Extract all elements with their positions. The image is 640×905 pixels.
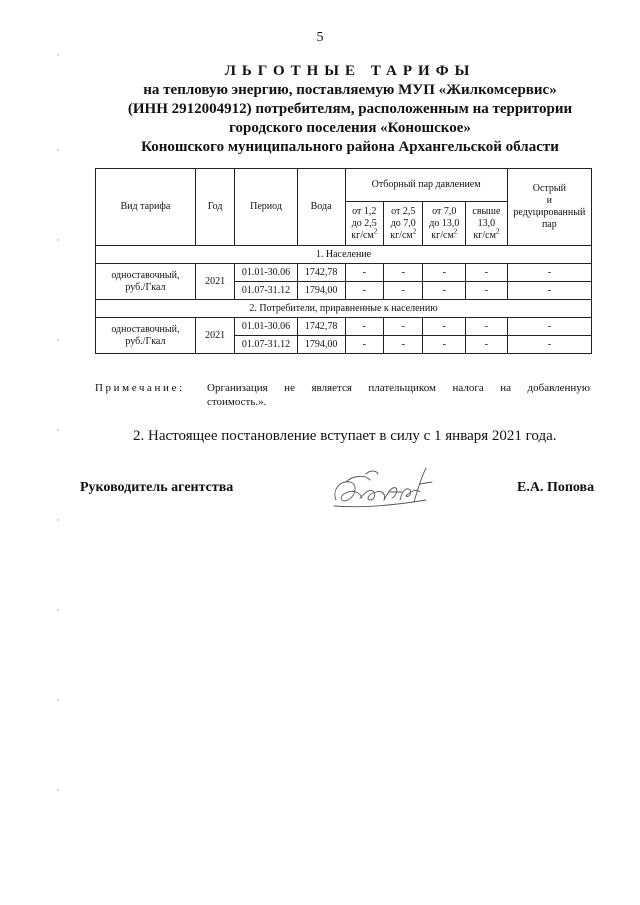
- steam-4-unit: кг/см: [473, 229, 496, 241]
- steam-3-l2: до 13,0: [429, 217, 460, 229]
- section-title-1: 1. Население: [96, 246, 592, 264]
- title-line-4: Коношского муниципального района Архангельской области: [141, 139, 559, 155]
- table-cell-steam-2: -: [383, 318, 423, 336]
- tariff-table: [95, 168, 592, 354]
- steam-1-l2: до 2,5: [351, 217, 377, 229]
- steam-1-l1: от 1,2: [352, 205, 377, 217]
- title-line-2: (ИНН 2912004912) потребителям, расположенным на территории: [127, 101, 573, 117]
- steam-3-l1: от 7,0: [432, 205, 457, 217]
- section-1-type-l1: одноставочный,: [111, 269, 180, 281]
- signer-position: Руководитель агентства: [80, 480, 234, 495]
- title-line-3: городского поселения «Коношское»: [229, 120, 471, 136]
- table-cell-steam-1: -: [345, 336, 383, 354]
- table-cell-steam-4: -: [466, 282, 508, 300]
- table-cell-sharp: -: [507, 282, 591, 300]
- header-steam-3: [423, 202, 466, 246]
- section-2-type-l2: руб./Гкал: [125, 335, 166, 347]
- table-cell-steam-4: -: [466, 318, 508, 336]
- table-cell-steam-2: -: [383, 282, 423, 300]
- page-number: 5: [316, 30, 324, 45]
- section-2-type-l1: одноставочный,: [111, 323, 180, 335]
- table-cell-steam-2: -: [383, 336, 423, 354]
- steam-3-l3: $кг/см^2$: [431, 227, 458, 241]
- steam-2-unit: кг/см: [390, 229, 413, 241]
- header-sharp-l1: Острый: [532, 183, 566, 194]
- table-cell-sharp: -: [507, 318, 591, 336]
- table-cell-period: 01.01-30.06: [235, 264, 297, 282]
- steam-2-l3: $кг/см^2$: [390, 227, 417, 241]
- table-cell-sharp: -: [507, 264, 591, 282]
- steam-3-unit: кг/см: [431, 229, 454, 241]
- steam-4-l3: $кг/см^2$: [473, 227, 500, 241]
- table-cell-period: 01.07-31.12: [235, 336, 297, 354]
- header-year: Год: [195, 169, 235, 246]
- note-label: Примечание:: [95, 382, 185, 394]
- header-sharp-steam: [507, 169, 591, 246]
- section-2-type: [96, 318, 196, 354]
- table-cell-water: 1794,00: [297, 336, 345, 354]
- section-title-2: 2. Потребители, приравненные к населению: [96, 300, 592, 318]
- header-steam-4: [466, 202, 508, 246]
- table-cell-steam-1: -: [345, 282, 383, 300]
- steam-2-l1: от 2,5: [391, 205, 416, 217]
- header-period: Период: [235, 169, 297, 246]
- header-type: Вид тарифа: [96, 169, 196, 246]
- note-line-2: стоимость.».: [207, 396, 267, 408]
- note-line-1: Организация не является плательщиком налога на добавленную: [207, 382, 590, 394]
- handwritten-signature: [330, 462, 438, 514]
- section-1-type: [96, 264, 196, 300]
- section-1-type-l2: руб./Гкал: [125, 281, 166, 293]
- header-steam-2: [383, 202, 423, 246]
- table-cell-period: 01.01-30.06: [235, 318, 297, 336]
- table-cell-steam-1: -: [345, 264, 383, 282]
- table-cell-steam-4: -: [466, 336, 508, 354]
- header-sharp-l4: пар: [541, 219, 557, 230]
- table-cell-water: 1742,78: [297, 264, 345, 282]
- header-steam-1: [345, 202, 383, 246]
- steam-4-l2: 13,0: [477, 217, 496, 229]
- header-water: Вода: [297, 169, 345, 246]
- table-cell-steam-3: -: [423, 282, 466, 300]
- section-2-year: 2021: [195, 318, 235, 354]
- table-cell-water: 1794,00: [297, 282, 345, 300]
- header-steam-group: Отборный пар давлением: [345, 169, 507, 202]
- title-line-1: на тепловую энергию, поставляемую МУП «Жилкомсервис»: [143, 82, 557, 98]
- signer-name: Е.А. Попова: [517, 480, 595, 495]
- table-cell-period: 01.07-31.12: [235, 282, 297, 300]
- table-cell-steam-2: -: [383, 264, 423, 282]
- table-cell-water: 1742,78: [297, 318, 345, 336]
- section-1-year: 2021: [195, 264, 235, 300]
- title-main: ЛЬГОТНЫЕ ТАРИФЫ: [224, 63, 476, 79]
- document-title: [60, 62, 640, 157]
- table-cell-steam-3: -: [423, 336, 466, 354]
- table-cell-steam-3: -: [423, 264, 466, 282]
- table-cell-sharp: -: [507, 336, 591, 354]
- steam-1-unit: кг/см: [351, 229, 374, 241]
- steam-4-l1: свыше: [472, 205, 501, 217]
- steam-2-l2: до 7,0: [390, 217, 416, 229]
- steam-1-l3: $кг/см^2$: [351, 227, 378, 241]
- table-cell-steam-1: -: [345, 318, 383, 336]
- table-cell-steam-4: -: [466, 264, 508, 282]
- header-sharp-l3: редуцированный: [513, 207, 586, 218]
- note-text: [207, 381, 590, 409]
- effective-date-clause: 2. Настоящее постановление вступает в силу с 1 января 2021 года.: [133, 428, 557, 444]
- table-cell-steam-3: -: [423, 318, 466, 336]
- header-sharp-l2: и: [546, 195, 553, 206]
